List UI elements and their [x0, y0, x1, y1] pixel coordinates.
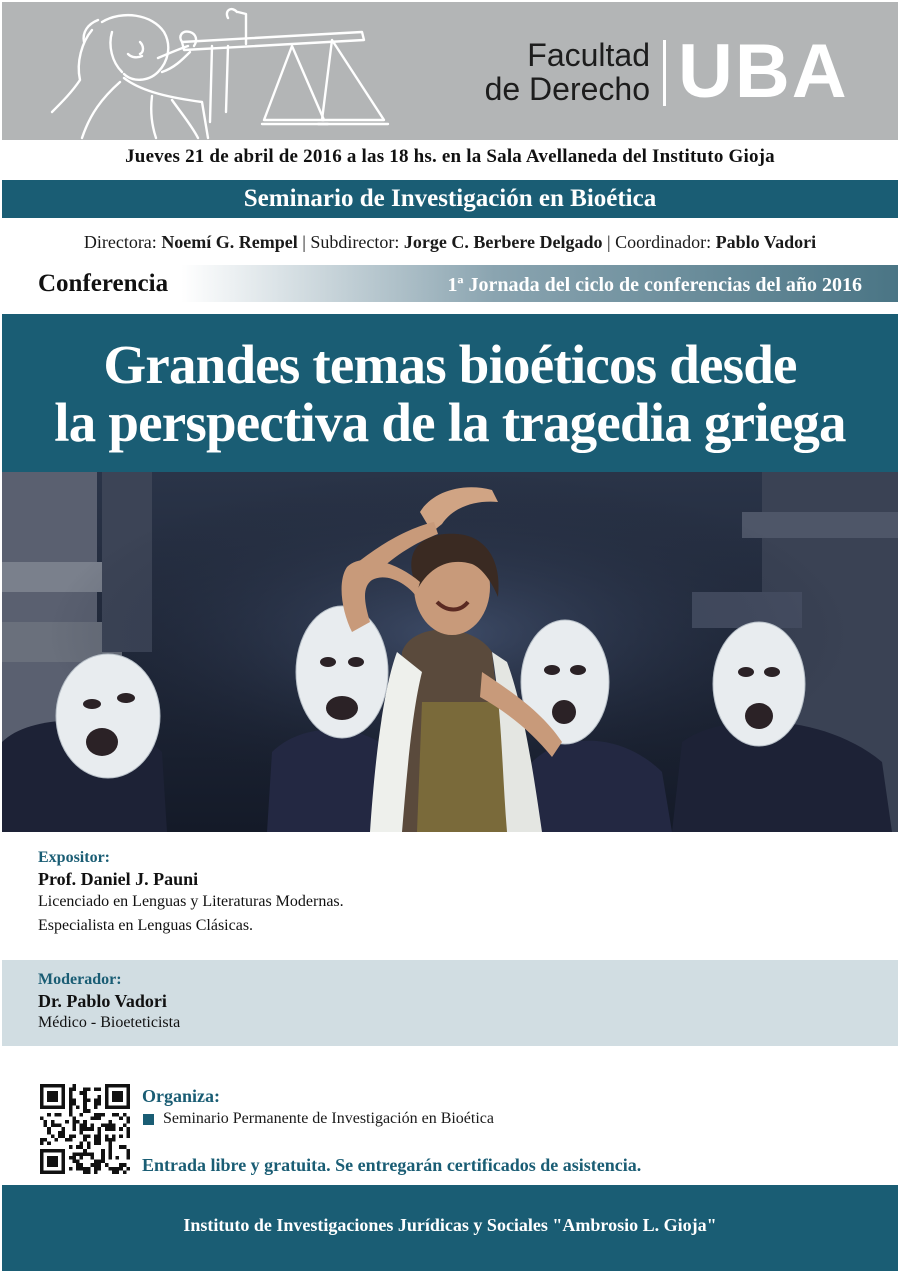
separator: |: [302, 232, 306, 252]
greek-tragedy-photo: [2, 472, 898, 832]
coordinador-name: Pablo Vadori: [715, 232, 817, 252]
moderator-desc: Médico - Bioeteticista: [38, 1014, 181, 1031]
moderator-name: Dr. Pablo Vadori: [38, 991, 167, 1011]
event-date-line: Jueves 21 de abril de 2016 a las 18 hs. en la Sala Avellaneda del Instituto Gioja: [125, 146, 775, 167]
subdirector-name: Jorge C. Berbere Delgado: [403, 232, 603, 252]
facultad-line1: Facultad: [527, 37, 650, 73]
expositor-desc2: Especialista en Lenguas Clásicas.: [38, 917, 254, 934]
coordinador-label: Coordinador:: [615, 232, 712, 252]
conference-label: Conferencia: [38, 270, 169, 297]
seminar-title: Seminario de Investigación en Bioética: [243, 185, 657, 212]
entrada-libre-text: Entrada libre y gratuita. Se entregarán certificados de asistencia.: [142, 1155, 642, 1175]
jornada-text: 1ª Jornada del ciclo de conferencias del año 2016: [447, 274, 862, 296]
organiza-item: Seminario Permanente de Investigación en Bioética: [163, 1110, 494, 1127]
staff-credits: [0, 229, 900, 255]
facultad-line2: de Derecho: [484, 71, 650, 107]
header-banner: [2, 2, 898, 140]
main-title-line1: Grandes temas bioéticos desde: [103, 334, 797, 395]
separator: |: [607, 232, 611, 252]
expositor-label: Expositor:: [38, 849, 110, 866]
bullet-square-icon: [143, 1114, 154, 1125]
main-title-line2: la perspectiva de la tragedia griega: [54, 392, 846, 453]
moderator-label: Moderador:: [38, 971, 122, 988]
justice-figure-logo: [32, 2, 412, 140]
directora-name: Noemí G. Rempel: [161, 232, 298, 252]
footer-institute: Instituto de Investigaciones Jurídicas y Sociales "Ambrosio L. Gioja": [183, 1215, 717, 1235]
qr-code[interactable]: [40, 1084, 130, 1174]
uba-logo-text: UBA: [678, 29, 849, 114]
organiza-label: Organiza:: [142, 1086, 220, 1106]
expositor-name: Prof. Daniel J. Pauni: [38, 869, 199, 889]
subdirector-label: Subdirector:: [310, 232, 400, 252]
logo-divider: [663, 40, 666, 106]
directora-label: Directora:: [83, 232, 157, 252]
expositor-desc1: Licenciado en Lenguas y Literaturas Modernas.: [38, 893, 344, 910]
